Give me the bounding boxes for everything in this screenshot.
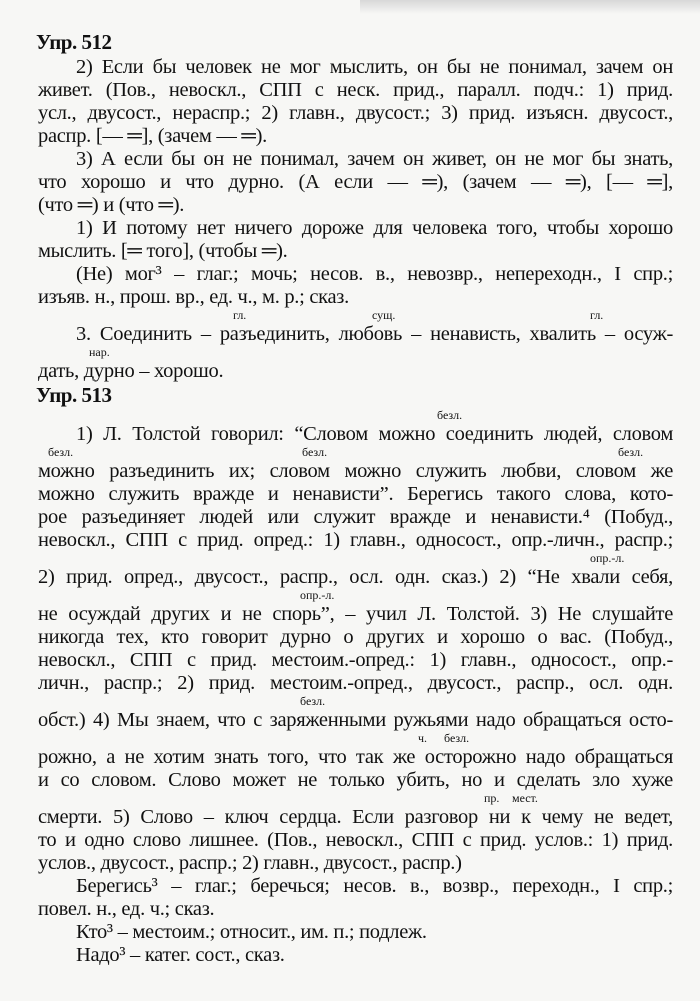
text-line: (Не) мог³ – глаг.; мочь; несов. в., невозвр., непереходн., I спр.; — [76, 263, 673, 285]
grammar-annotation: безл. — [300, 694, 326, 708]
grammar-annotation: гл. — [590, 308, 604, 322]
text-line: обст.) 4) Мы знаем, что с заряженными ружьями надо обращаться осто- — [38, 709, 673, 731]
text-line: 3) А если бы он не понимал, зачем он живет, он не мог бы знать, — [76, 148, 673, 170]
grammar-annotation: безл. — [618, 445, 644, 459]
text-line: Кто³ – местоим.; относит., им. п.; подлеж. — [76, 921, 427, 943]
text-line: Надо³ – катег. сост., сказ. — [76, 944, 285, 966]
grammar-annotation: ч. — [418, 731, 428, 745]
text-line: 1) Л. Толстой говорил: “Словом можно соединить людей, словом — [76, 423, 673, 445]
text-line: 3. Соединить – разъединить, любовь – ненависть, хвалить – осуж- — [76, 323, 673, 345]
text-line: 2) Если бы человек не мог мыслить, он бы не понимал, зачем он — [76, 56, 673, 78]
text-line: не осуждай других и не спорь”, – учил Л. Толстой. 3) Не слушайте — [38, 603, 673, 625]
grammar-annotation: безл. — [302, 445, 328, 459]
grammar-annotation: безл. — [48, 445, 74, 459]
text-line: никогда тех, кто говорит дурно о других и хорошо о вас. (Побуд., — [38, 626, 673, 648]
text-line: невоскл., СПП с прид. опред.: 1) главн., односост., опр.-личн., распр.; — [38, 529, 673, 551]
grammar-annotation: мест. — [512, 791, 538, 805]
text-line: невоскл., СПП с прид. местоим.-опред.: 1) главн., односост., опр.- — [38, 649, 673, 671]
grammar-annotation: гл. — [233, 308, 247, 322]
grammar-annotation: безл. — [444, 731, 470, 745]
text-line: мыслить. [═ того], (чтобы ═). — [38, 240, 288, 262]
text-line: распр. [— ═], (зачем — ═). — [38, 125, 267, 147]
text-line: Берегись³ – глаг.; беречься; несов. в., возвр., переходн., I спр.; — [76, 875, 673, 897]
text-line: 1) И потому нет ничего дороже для человека того, чтобы хорошо — [76, 217, 673, 239]
text-line: изъяв. н., прош. вр., ед. ч., м. р.; сказ. — [38, 286, 349, 308]
grammar-annotation: сущ. — [372, 308, 396, 322]
text-line: что хорошо и что дурно. (А если — ═), (зачем — ═), [— ═], — [38, 171, 673, 193]
text-line: повел. н., ед. ч.; сказ. — [38, 898, 215, 920]
text-line: усл., двусост., нераспр.; 2) главн., двусост.; 3) прид. изъясн. двусост., — [38, 102, 673, 124]
exercise-heading: Упр. 513 — [36, 383, 112, 407]
exercise-heading: Упр. 512 — [36, 30, 112, 54]
grammar-annotation: опр.-л. — [590, 551, 625, 565]
text-line: смерти. 5) Слово – ключ сердца. Если разговор ни к чему не ведет, — [38, 806, 673, 828]
text-line: живет. (Пов., невоскл., СПП с неск. прид., паралл. подч.: 1) прид. — [38, 79, 673, 101]
text-line: и со словом. Слово может не только убить, но и сделать зло хуже — [38, 769, 673, 791]
text-line: 2) прид. опред., двусост., распр., осл. одн. сказ.) 2) “Не хвали себя, — [38, 566, 673, 588]
text-line: личн., распр.; 2) прид. местоим.-опред., двусост., распр., осл. одн. — [38, 672, 673, 694]
text-line: рое разъединяет людей или служит вражде и ненависти.⁴ (Побуд., — [38, 506, 673, 528]
grammar-annotation: нар. — [89, 345, 110, 359]
grammar-annotation: безл. — [437, 408, 463, 422]
text-line: (что ═) и (что ═). — [38, 194, 185, 216]
text-line: услов., двусост., распр.; 2) главн., двусост., распр.) — [38, 852, 462, 874]
scan-shadow — [360, 0, 700, 14]
text-line: рожно, а не хотим знать того, что так же осторожно надо обращаться — [38, 746, 673, 768]
text-line: то и одно слово лишнее. (Пов., невоскл., СПП с прид. услов.: 1) прид. — [38, 829, 673, 851]
text-line: можно служить вражде и ненависти”. Берегись такого слова, кото- — [38, 483, 673, 505]
grammar-annotation: опр.-л. — [300, 588, 335, 602]
grammar-annotation: пр. — [484, 791, 500, 805]
text-line: дать, дурно – хорошо. — [38, 360, 224, 382]
text-line: можно разъединить их; словом можно служить любви, словом же — [38, 460, 673, 482]
